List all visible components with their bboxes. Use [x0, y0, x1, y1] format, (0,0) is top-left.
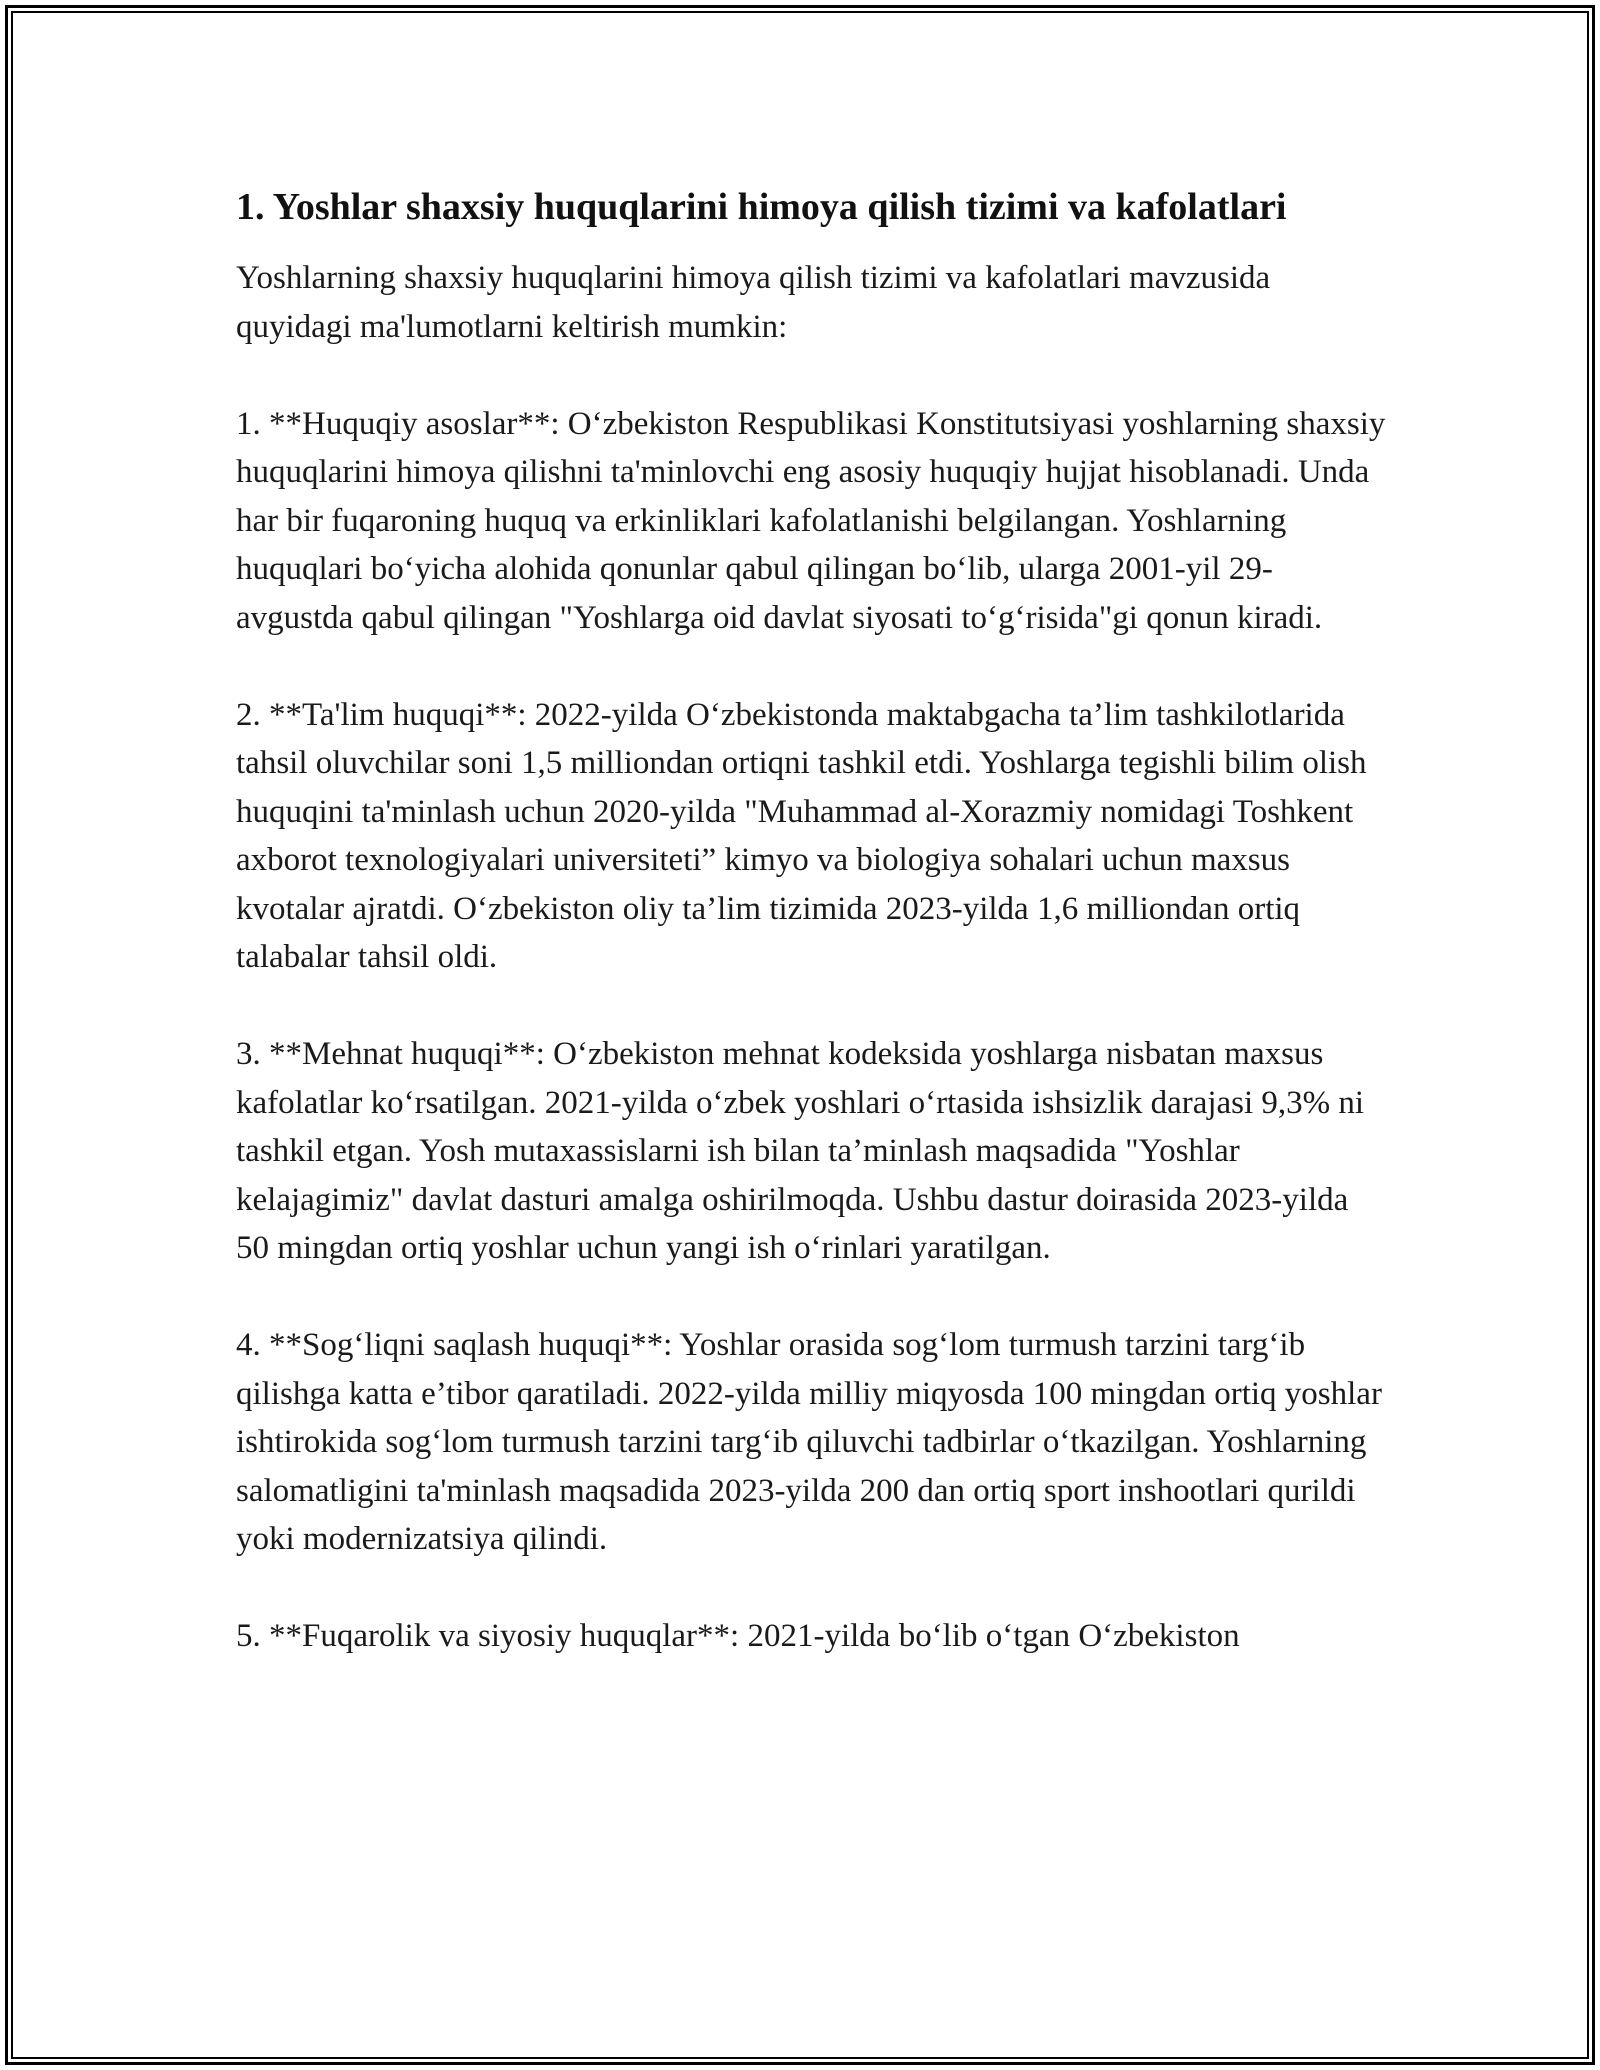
- list-item-civil-political-rights: 5. **Fuqarolik va siyosiy huquqlar**: 2021-yilda bo‘lib o‘tgan O‘zbekiston: [236, 1618, 1240, 1654]
- list-item-education-right: 2. **Ta'lim huquqi**: 2022-yilda O‘zbekistonda maktabgacha ta’lim tashkilotlarida tahsil oluvchilar soni 1,5 milliondan ortiqni tashkil etdi. Yoshlarga tegishli bilim olish huquqini ta'minlash uchun 2020-yilda "Muhammad al-Xorazmiy nomidagi Toshkent axborot texnologiyalari universiteti” kimyo va biologiya sohalari uchun maxsus kvotalar ajratdi. O‘zbekiston oliy ta’lim tizimida 2023-yilda 1,6 milliondan ortiq talabalar tahsil oldi.: [236, 696, 1367, 975]
- list-item-legal-basis: 1. **Huquqiy asoslar**: O‘zbekiston Respublikasi Konstitutsiyasi yoshlarning shaxsiy huquqlarini himoya qilishni ta'minlovchi eng asosiy huquqiy hujjat hisoblanadi. Unda har bir fuqaroning huquq va erkinliklari kafolatlanishi belgilangan. Yoshlarning huquqlari bo‘yicha alohida qonunlar qabul qilingan bo‘lib, ularga 2001-yil 29-avgustda qabul qilingan "Yoshlarga oid davlat siyosati to‘g‘risida"gi qonun kiradi.: [236, 405, 1386, 636]
- document-title: 1. Yoshlar shaxsiy huquqlarini himoya qilish tizimi va kafolatlari: [236, 186, 1287, 228]
- intro-paragraph: Yoshlarning shaxsiy huquqlarini himoya qilish tizimi va kafolatlari mavzusida quyidagi ma'lumotlarni keltirish mumkin:: [236, 260, 1271, 345]
- list-item-labor-right: 3. **Mehnat huquqi**: O‘zbekiston mehnat kodeksida yoshlarga nisbatan maxsus kafolatlar ko‘rsatilgan. 2021-yilda o‘zbek yoshlari o‘rtasida ishsizlik darajasi 9,3% ni tashkil etgan. Yosh mutaxassislarni ish bilan ta’minlash maqsadida "Yoshlar kelajagimiz" davlat dasturi amalga oshirilmoqda. Ushbu dastur doirasida 2023-yilda 50 mingdan ortiq yoshlar uchun yangi ish o‘rinlari yaratilgan.: [236, 1036, 1365, 1266]
- list-item-health-right: 4. **Sog‘liqni saqlash huquqi**: Yoshlar orasida sog‘lom turmush tarzini targ‘ib qilishga katta e’tibor qaratiladi. 2022-yilda milliy miqyosda 100 mingdan ortiq yoshlar ishtirokida sog‘lom turmush tarzini targ‘ib qiluvchi tadbirlar o‘tkazilgan. Yoshlarning salomatligini ta'minlash maqsadida 2023-yilda 200 dan ortiq sport inshootlari qurildi yoki modernizatsiya qilindi.: [236, 1327, 1382, 1557]
- document-body: [236, 180, 1386, 1661]
